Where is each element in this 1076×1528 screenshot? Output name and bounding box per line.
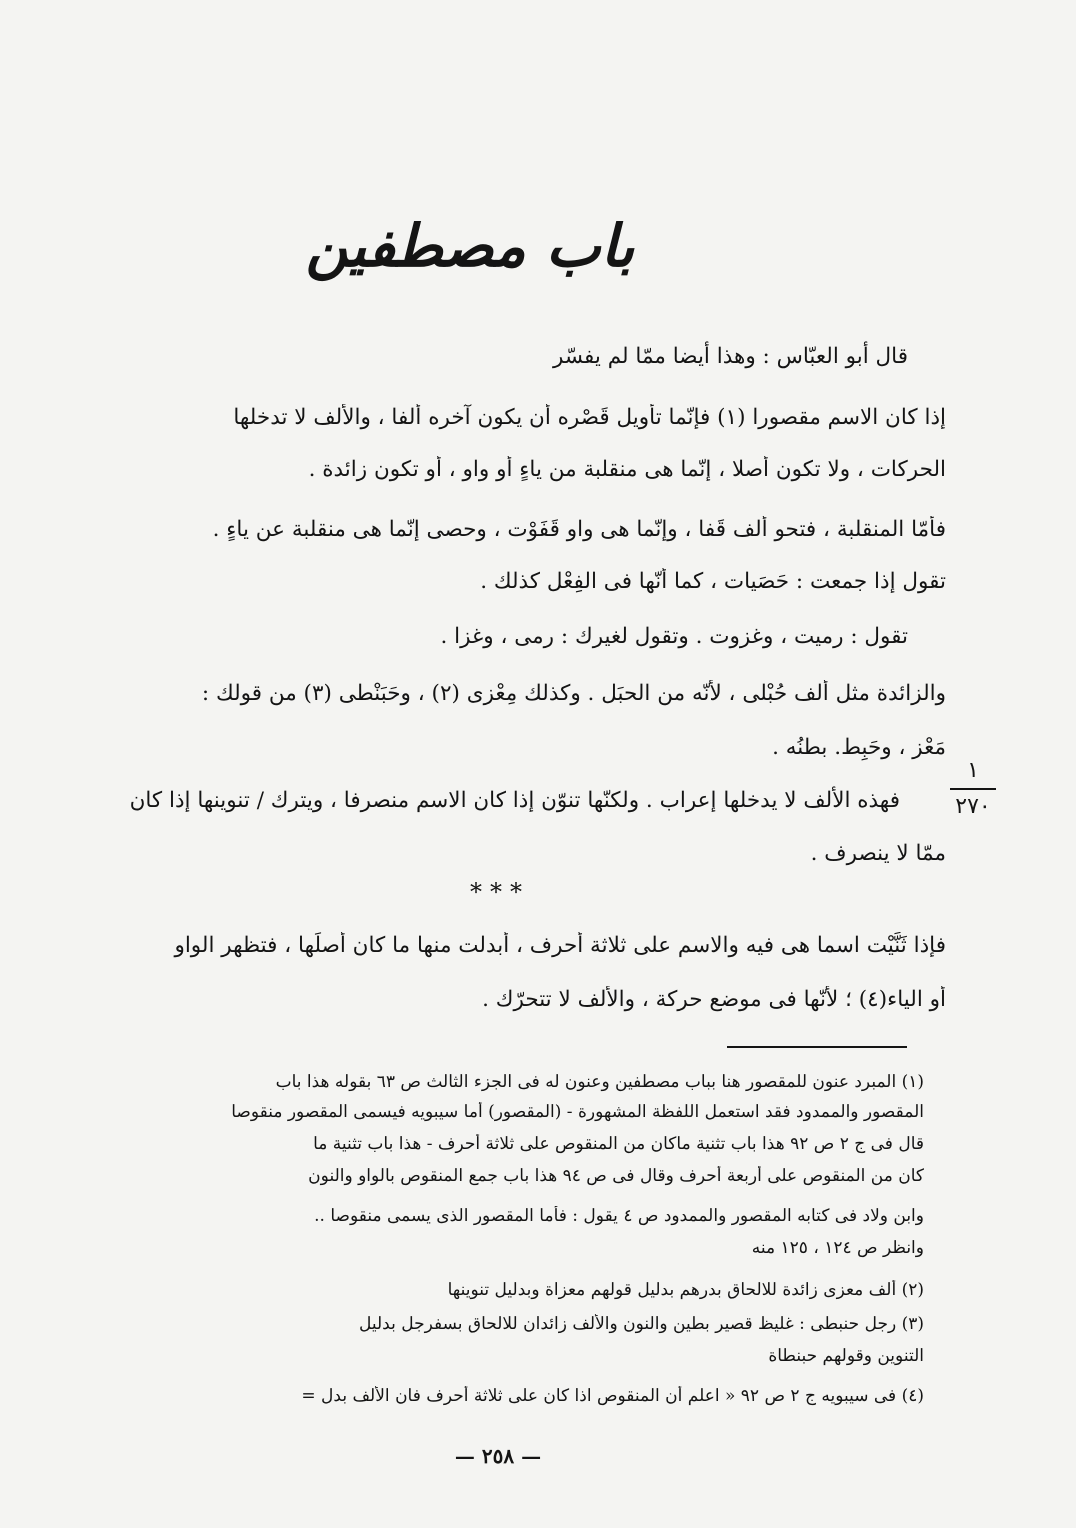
footnote-line-4: كان من المنقوص على أربعة أحرف وقال فى ص ٩٤ هذا باب جمع المنقوص بالواو والنون	[308, 1166, 924, 1186]
footnote-line-6: وانظر ص ١٢٤ ، ١٢٥ منه	[751, 1238, 924, 1258]
text-line-12: أو الياء(٤) ؛ لأنّها فى موضع حركة ، والألف لا تتحرّك .	[482, 987, 946, 1012]
footnote-separator	[727, 1046, 907, 1048]
text-line-10: ممّا لا ينصرف .	[810, 841, 946, 866]
footnote-line-3: قال فى ج ٢ ص ٩٢ هذا باب تثنية ماكان من المنقوص على ثلاثة أحرف - هذا باب تثنية ما	[313, 1134, 924, 1154]
text-line-8: مَعْز ، وحَبِط. بطنُه .	[772, 735, 946, 760]
margin-reference-rule	[950, 788, 996, 790]
page-number: — ٢٥٨ —	[454, 1444, 542, 1468]
margin-page-reference	[944, 756, 1002, 822]
footnote-line-10: (٤) فى سيبويه ج ٢ ص ٩٢ « اعلم أن المنقوص اذا كان على ثلاثة أحرف فان الألف بدل =	[301, 1386, 924, 1406]
footnote-line-8: (٣) رجل حنبطى : غليظ قصير بطين والنون والألف زائدان للالحاق بسفرجل بدليل	[358, 1314, 924, 1334]
text-line-9: فهذه الألف لا يدخلها إعراب . ولكنّها تنوّن إذا كان الاسم منصرفا ، ويترك / تنوينها إذا كان	[129, 788, 900, 813]
section-divider-stars: ***	[470, 878, 530, 906]
footnote-line-9: التنوين وقولهم حبنطاة	[768, 1346, 924, 1366]
footnote-line-1: (١) المبرد عنون للمقصور هنا بباب مصطفين وعنون له فى الجزء الثالث ص ٦٣ بقوله هذا باب	[275, 1072, 924, 1092]
chapter-title: باب مصطفين	[305, 212, 635, 280]
text-line-11: فإذا ثَنَّيْت اسما هى فيه والاسم على ثلاثة أحرف ، أبدلت منها ما كان أصلَها ، فتظهر الواو	[174, 933, 946, 958]
footnote-line-7: (٢) ألف معزى زائدة للالحاق بدرهم بدليل قولهم معزاة وبدليل تنوينها	[447, 1280, 924, 1300]
footnote-line-2: المقصور والممدود فقد استعمل اللفظة المشهورة - (المقصور) أما سيبويه فيسمى المقصور منقوصا	[231, 1102, 924, 1122]
text-line-6: تقول : رميت ، وغزوت . وتقول لغيرك : رمى ، وغزا .	[440, 624, 908, 649]
margin-reference-top: ١	[967, 758, 979, 783]
text-line-7: والزائدة مثل ألف حُبْلى ، لأنّه من الحبَل . وكذلك مِعْزى (٢) ، وحَبَنْطى (٣) من قولك :	[201, 681, 946, 706]
text-line-1: قال أبو العبّاس : وهذا أيضا ممّا لم يفسّر	[552, 344, 908, 369]
text-line-3: الحركات ، ولا تكون أصلا ، إنّما هى منقلبة من ياءٍ أو واو ، أو تكون زائدة .	[308, 457, 946, 482]
text-line-4: فأمّا المنقلبة ، فتحو ألف قَفا ، وإنّما هى واو قَفَوْت ، وحصى إنّما هى منقلبة عن ياءٍ .	[212, 517, 946, 542]
text-line-2: إذا كان الاسم مقصورا (١) فإنّما تأويل قَصْره أن يكون آخره ألفا ، والألف لا تدخلها	[233, 405, 946, 430]
footnote-line-5: وابن ولاد فى كتابه المقصور والممدود ص ٤ يقول : فأما المقصور الذى يسمى منقوصا ..	[314, 1206, 924, 1226]
margin-reference-bottom: ٢٧٠	[955, 794, 991, 819]
text-line-5: تقول إذا جمعت : حَصَيات ، كما أنّها فى الفِعْل كذلك .	[480, 569, 946, 594]
